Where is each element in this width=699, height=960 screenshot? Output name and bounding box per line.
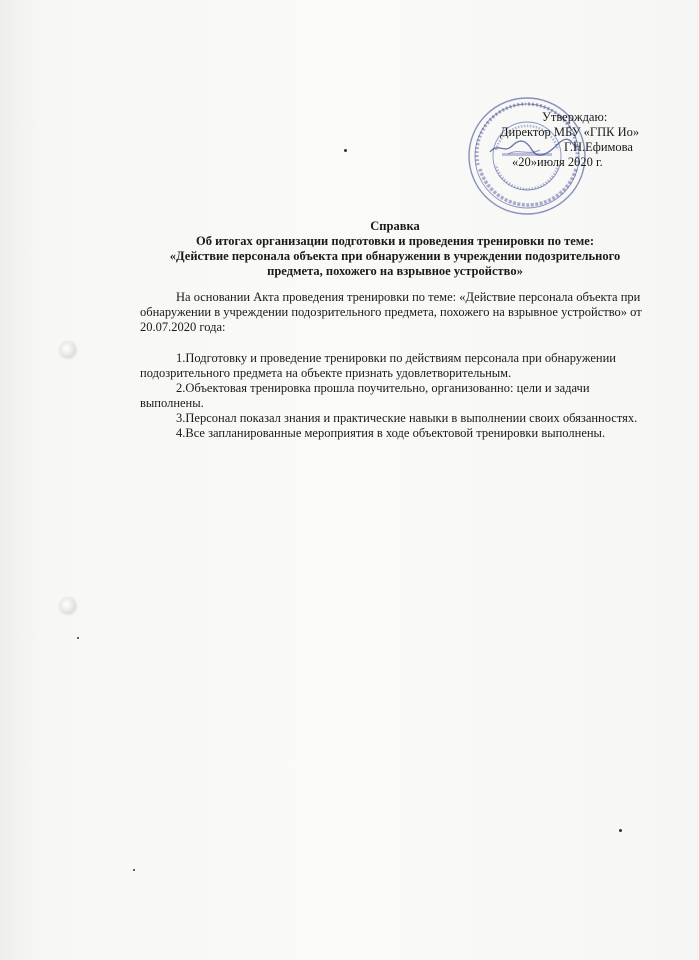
- scan-speck: [344, 149, 347, 152]
- approval-heading: Утверждаю:: [542, 110, 608, 124]
- punch-hole-bottom: [60, 598, 76, 614]
- approval-position: Директор МБУ «ГПК Ио»: [500, 125, 640, 139]
- title-line: Об итогах организации подготовки и проведения тренировки по теме:: [196, 234, 594, 248]
- approval-block: [500, 110, 680, 170]
- document-title: [140, 219, 650, 279]
- scan-speck: [619, 829, 622, 832]
- intro-line: На основании Акта проведения тренировки по теме: «Действие персонала объекта при: [176, 290, 641, 304]
- list-item-1: 1.Подготовку и проведение тренировки по действиям персонала при обнаружении: [176, 351, 616, 365]
- title-line: Справка: [370, 219, 420, 233]
- list-item-2-cont: выполнены.: [140, 396, 204, 410]
- approval-signer: Г.Н.Ефимова: [564, 140, 633, 154]
- document-body: [140, 290, 650, 441]
- punch-hole-top: [60, 342, 76, 358]
- list-item-2: 2.Объектовая тренировка прошла поучительно, организованно: цели и задачи: [176, 381, 590, 395]
- list-item-4: 4.Все запланированные мероприятия в ходе объектовой тренировки выполнены.: [176, 426, 606, 440]
- list-item-3: 3.Персонал показал знания и практические навыки в выполнении своих обязанностях.: [176, 411, 638, 425]
- intro-line: 20.07.2020 года:: [140, 320, 226, 334]
- scan-speck: [77, 637, 79, 639]
- intro-line: обнаружении в учреждении подозрительного предмета, похожего на взрывное устройство» от: [140, 305, 642, 319]
- scan-speck: [133, 869, 135, 871]
- approval-date: «20»июля 2020 г.: [512, 155, 603, 169]
- title-line: предмета, похожего на взрывное устройство»: [267, 264, 523, 278]
- list-item-1-cont: подозрительного предмета на объекте признать удовлетворительным.: [140, 366, 512, 380]
- title-line: «Действие персонала объекта при обнаружении в учреждении подозрительного: [169, 249, 621, 263]
